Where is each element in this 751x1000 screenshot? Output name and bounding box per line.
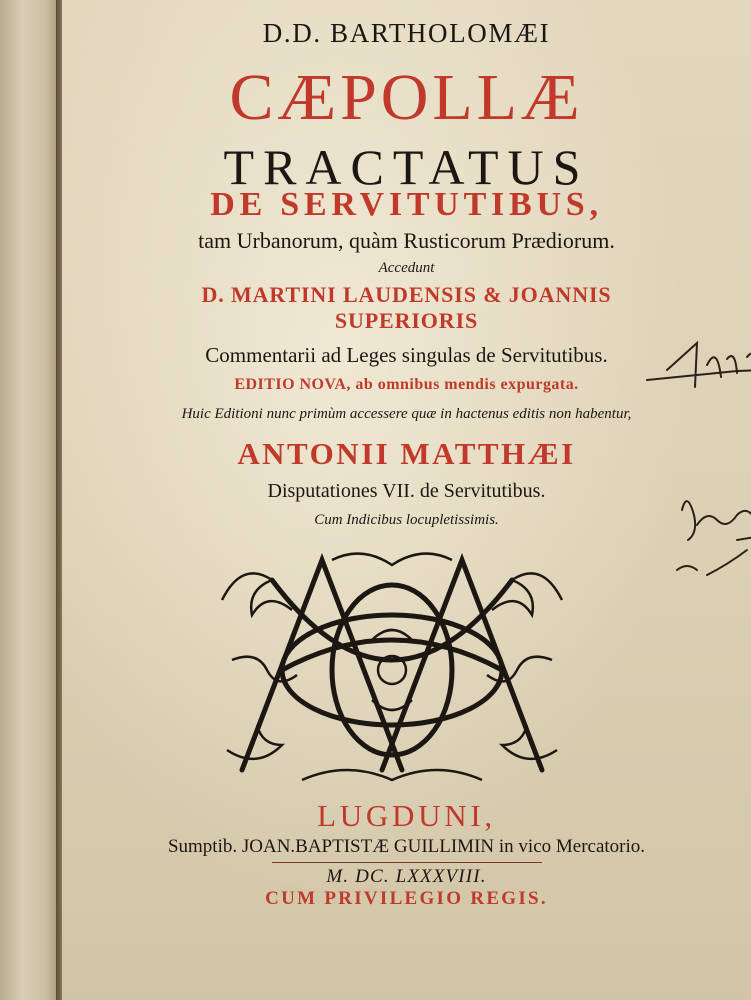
huic-line: Huic Editioni nunc primùm accessere quæ in hactenus editis non habentur,	[181, 406, 632, 422]
accedunt-line: Accedunt	[378, 260, 435, 276]
sumptib-prefix: Sumptib.	[167, 836, 238, 857]
commentarii-line: Commentarii ad Leges singulas de Servitutibus.	[205, 343, 608, 367]
work-subtitle: tam Urbanorum, quàm Rusticorum Prædiorum.	[198, 228, 615, 253]
commentators-line-2: SUPERIORIS	[334, 308, 479, 333]
printer-address: in vico Mercatorio.	[498, 836, 646, 857]
printers-ornament	[212, 540, 572, 790]
work-title: TRACTATUS	[223, 139, 590, 195]
title-page	[62, 0, 751, 1000]
author-line: D.D. BARTHOLOMÆI	[262, 18, 551, 48]
imprint-rule	[272, 862, 542, 863]
second-author: ANTONII MATTHÆI	[237, 436, 576, 471]
author-surname: CÆPOLLÆ	[229, 61, 584, 134]
disputationes-line: Disputationes VII. de Servitutibus.	[267, 480, 546, 502]
edition-caps: EDITIO NOVA,	[234, 376, 351, 393]
imprint-printer-line	[62, 836, 751, 858]
indices-line: Cum Indicibus locupletissimis.	[314, 512, 499, 528]
handwritten-signature	[637, 335, 751, 585]
imprint-year: M. DC. LXXXVIII.	[326, 866, 487, 887]
commentators-line: D. MARTINI LAUDENSIS & JOANNIS	[201, 282, 612, 307]
imprint-place: LUGDUNI,	[317, 798, 496, 833]
work-subject: DE SERVITUTIBUS,	[210, 186, 603, 223]
privilege-line: CUM PRIVILEGIO REGIS.	[265, 888, 548, 909]
printer-name: JOAN.BAPTISTÆ GUILLIMIN	[241, 836, 495, 857]
edition-rest: ab omnibus mendis expurgata.	[355, 376, 579, 393]
book-spine-edge	[0, 0, 58, 1000]
